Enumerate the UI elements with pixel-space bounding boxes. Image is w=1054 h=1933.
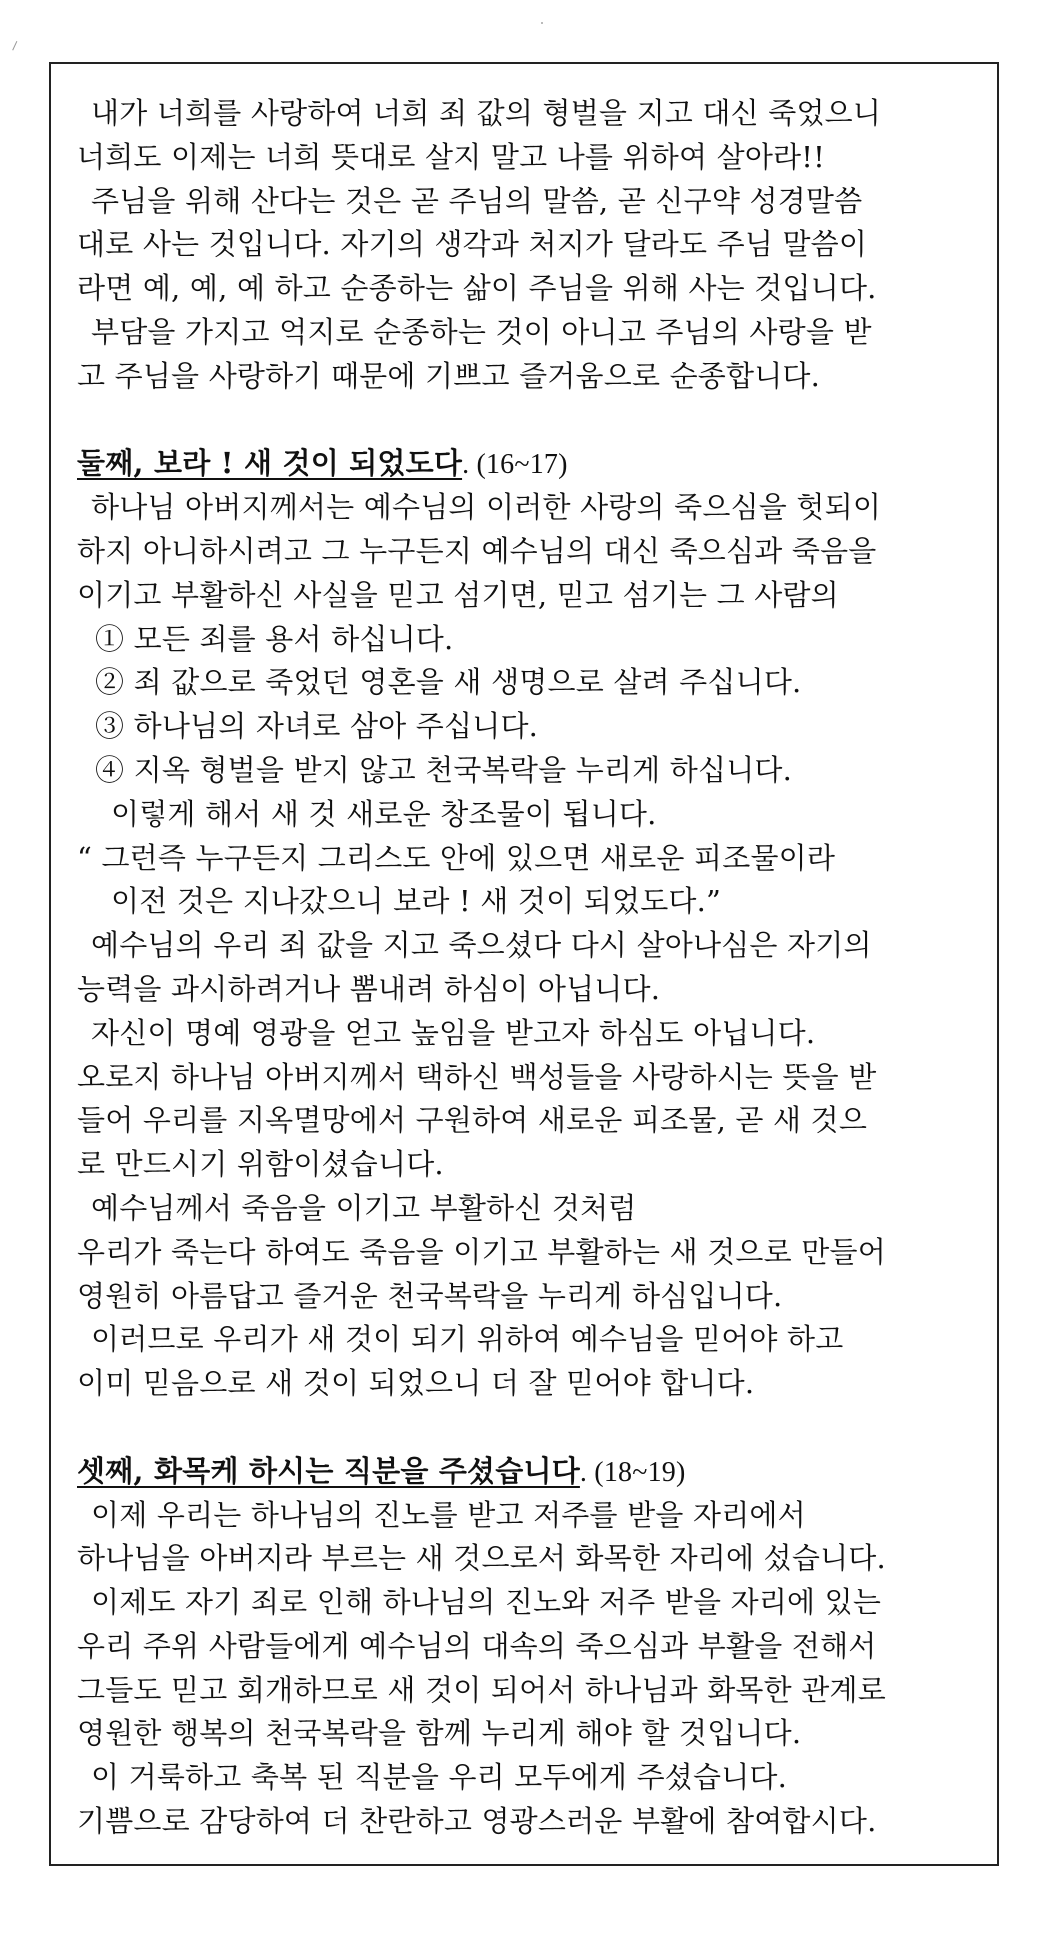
- text-line: 주님을 위해 산다는 것은 곧 주님의 말씀, 곧 신구약 성경말씀: [91, 183, 863, 218]
- text-line: 하나님을 아버지라 부르는 새 것으로서 화목한 자리에 섰습니다.: [77, 1541, 886, 1576]
- text-line: 이기고 부활하신 사실을 믿고 섬기면, 믿고 섬기는 그 사람의: [77, 577, 839, 612]
- text-line: 그들도 믿고 회개하므로 새 것이 되어서 하나님과 화목한 관계로: [77, 1672, 886, 1707]
- text-line: 예수님의 우리 죄 값을 지고 죽으셨다 다시 살아나심은 자기의: [91, 928, 872, 963]
- text-line: 들어 우리를 지옥멸망에서 구원하여 새로운 피조물, 곧 새 것으: [77, 1103, 868, 1138]
- text-line: 우리가 죽는다 하여도 죽음을 이기고 부활하는 새 것으로 만들어: [77, 1234, 886, 1269]
- document-frame: [49, 62, 999, 1866]
- text-line: 우리 주위 사람들에게 예수님의 대속의 죽으심과 부활을 전해서: [77, 1628, 877, 1663]
- text-line: 이러므로 우리가 새 것이 되기 위하여 예수님을 믿어야 하고: [91, 1322, 844, 1357]
- text-line: 능력을 과시하려거나 뽐내려 하심이 아닙니다.: [77, 971, 661, 1006]
- section-heading-3: [77, 1450, 983, 1494]
- section-title: 둘째, 보라 ! 새 것이 되었도다: [77, 446, 463, 481]
- text-line: 기쁨으로 감당하여 더 찬란하고 영광스러운 부활에 참여합시다.: [77, 1804, 877, 1839]
- text-line: 이제도 자기 죄로 인해 하나님의 진노와 저주 받을 자리에 있는: [91, 1585, 882, 1620]
- text-line: 하지 아니하시려고 그 누구든지 예수님의 대신 죽으심과 죽음을: [77, 533, 877, 568]
- numbered-item: ① 모든 죄를 용서 하십니다.: [95, 621, 454, 656]
- verse-reference: . (18~19): [579, 1456, 686, 1488]
- text-line: 영원한 행복의 천국복락을 함께 누리게 해야 할 것입니다.: [77, 1716, 802, 1751]
- text-line: 너희도 이제는 너희 뜻대로 살지 말고 나를 위하여 살아라!!: [77, 139, 825, 174]
- text-line: 오로지 하나님 아버지께서 택하신 백성들을 사랑하시는 뜻을 받: [77, 1059, 877, 1094]
- text-line: 이 거룩하고 축복 된 직분을 우리 모두에게 주셨습니다.: [91, 1760, 788, 1795]
- section-heading-2: [77, 442, 983, 486]
- scan-artifact-dot: [541, 22, 543, 24]
- scripture-quote: 이전 것은 지나갔으니 보라 ! 새 것이 되었도다.”: [111, 884, 722, 919]
- text-line: 로 만드시기 위함이셨습니다.: [77, 1147, 444, 1182]
- text-line: 자신이 명예 영광을 얻고 높임을 받고자 하심도 아닙니다.: [91, 1015, 816, 1050]
- verse-reference: . (16~17): [462, 449, 568, 481]
- text-line: 고 주님을 사랑하기 때문에 기쁘고 즐거움으로 순종합니다.: [77, 358, 821, 393]
- numbered-item: ② 죄 값으로 죽었던 영혼을 새 생명으로 살려 주십니다.: [95, 665, 802, 700]
- text-line: 예수님께서 죽음을 이기고 부활하신 것처럼: [91, 1190, 637, 1225]
- text-line: 하나님 아버지께서는 예수님의 이러한 사랑의 죽으심을 헛되이: [91, 490, 882, 525]
- text-line: 이렇게 해서 새 것 새로운 창조물이 됩니다.: [111, 796, 657, 831]
- paragraph-gap: [77, 1406, 983, 1450]
- text-line: 라면 예, 예, 예 하고 순종하는 삶이 주님을 위해 사는 것입니다.: [77, 271, 877, 306]
- text-line: 이미 믿음으로 새 것이 되었으니 더 잘 믿어야 합니다.: [77, 1366, 755, 1401]
- text-line: 내가 너희를 사랑하여 너희 죄 값의 형벌을 지고 대신 죽었으니: [91, 96, 882, 130]
- section-title: 셋째, 화목케 하시는 직분을 주셨습니다: [77, 1453, 580, 1488]
- text-line: 영원히 아름답고 즐거운 천국복락을 누리게 하심입니다.: [77, 1278, 783, 1313]
- text-line: 대로 사는 것입니다. 자기의 생각과 처지가 달라도 주님 말씀이: [77, 227, 868, 262]
- text-line: 이제 우리는 하나님의 진노를 받고 저주를 받을 자리에서: [91, 1497, 806, 1532]
- document-body: [77, 92, 983, 1844]
- text-line: 부담을 가지고 억지로 순종하는 것이 아니고 주님의 사랑을 받: [91, 314, 872, 349]
- numbered-item: ③ 하나님의 자녀로 삼아 주십니다.: [95, 709, 539, 744]
- scripture-quote: “ 그런즉 누구든지 그리스도 안에 있으면 새로운 피조물이라: [77, 840, 836, 875]
- scan-artifact-mark: [12, 41, 23, 53]
- numbered-item: ④ 지옥 형벌을 받지 않고 천국복락을 누리게 하십니다.: [95, 752, 793, 787]
- paragraph-gap: [77, 399, 983, 443]
